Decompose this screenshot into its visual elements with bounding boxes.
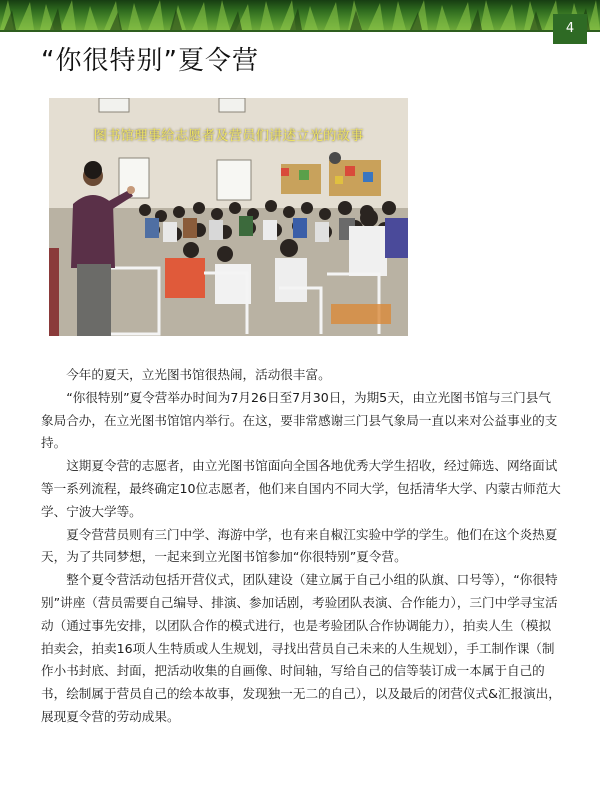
grass-illustration (0, 0, 600, 30)
photo-caption: 图书馆理事给志愿者及营员们讲述立光的故事 (93, 128, 364, 144)
article-photo (49, 98, 408, 336)
banner-divider (0, 30, 600, 32)
grass-banner (0, 0, 600, 30)
article-paragraph: “你很特别”夏令营举办时间为7月26日至7月30日，为期5天，由立光图书馆与三门县气象局合办，在立光图书馆馆内举行。在这，要非常感谢三门县气象局一直以来对公益事业的支持。 (41, 389, 558, 451)
article-paragraph: 整个夏令营活动包括开营仪式，团队建设（建立属于自己小组的队旗、口号等），“你很特别”讲座（营员需要自己编导、排演、参加话剧，考验团队表演、合作能力），三门中学寻宝活动（通过事先安排，以团队合作的模式进行，也是考验团队合作协调能力），拍卖人生（模拟拍卖会，拍卖16项人生特质或人生规划，寻找出营员自己未来的人生规划），手工制作课（制作小书封底、封面，把活动收集的自画像、时间轴，写给自己的信等装订成一本属于自己的书，绘制属于营员自己的绘本故事，发现独一无二的自己），以及最后的闭营仪式&汇报演出，展现夏令营的劳动成果。 (41, 572, 561, 724)
article-paragraph: 今年的夏天，立光图书馆很热闹，活动很丰富。 (66, 367, 331, 382)
article-paragraph: 这期夏令营的志愿者，由立光图书馆面向全国各地优秀大学生招收，经过筛选、网络面试等一系列流程，最终确定10位志愿者，他们来自国内不同大学，包括清华大学、内蒙古师范大学、宁波大学等。 (41, 458, 561, 519)
article-body (41, 364, 563, 729)
article-title: “你很特别”夏令营 (41, 46, 259, 76)
page-number-badge: 4 (553, 14, 587, 44)
article-paragraph: 夏令营营员则有三门中学、海游中学，也有来自椒江实验中学的学生。他们在这个炎热夏天，为了共同梦想，一起来到立光图书馆参加“你很特别”夏令营。 (41, 526, 558, 565)
